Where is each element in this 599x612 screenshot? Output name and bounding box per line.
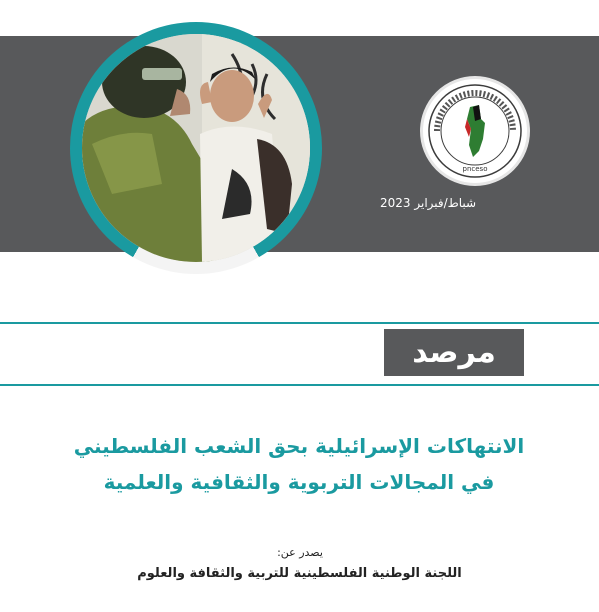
organization-logo bbox=[420, 76, 530, 186]
divider-top bbox=[0, 322, 599, 324]
issue-date: شباط/فبراير 2023 bbox=[380, 196, 477, 210]
divider-bottom bbox=[0, 384, 599, 386]
organization-name: اللجنة الوطنية الفلسطينية للتربية والثقافة والعلوم bbox=[137, 566, 462, 581]
logo-abbr: pnceso bbox=[462, 165, 488, 173]
cover-photo bbox=[82, 34, 310, 262]
title-line-2: في المجالات التربوية والثقافية والعلمية bbox=[103, 470, 495, 494]
issued-by-label: يصدر عن: bbox=[277, 546, 323, 559]
palestine-map-emblem-icon bbox=[423, 79, 527, 183]
soldier-and-boy-photo-icon bbox=[82, 34, 310, 262]
title-line-1: الانتهاكات الإسرائيلية بحق الشعب الفلسطيني bbox=[73, 434, 525, 458]
report-type-label: مرصد bbox=[384, 329, 524, 376]
